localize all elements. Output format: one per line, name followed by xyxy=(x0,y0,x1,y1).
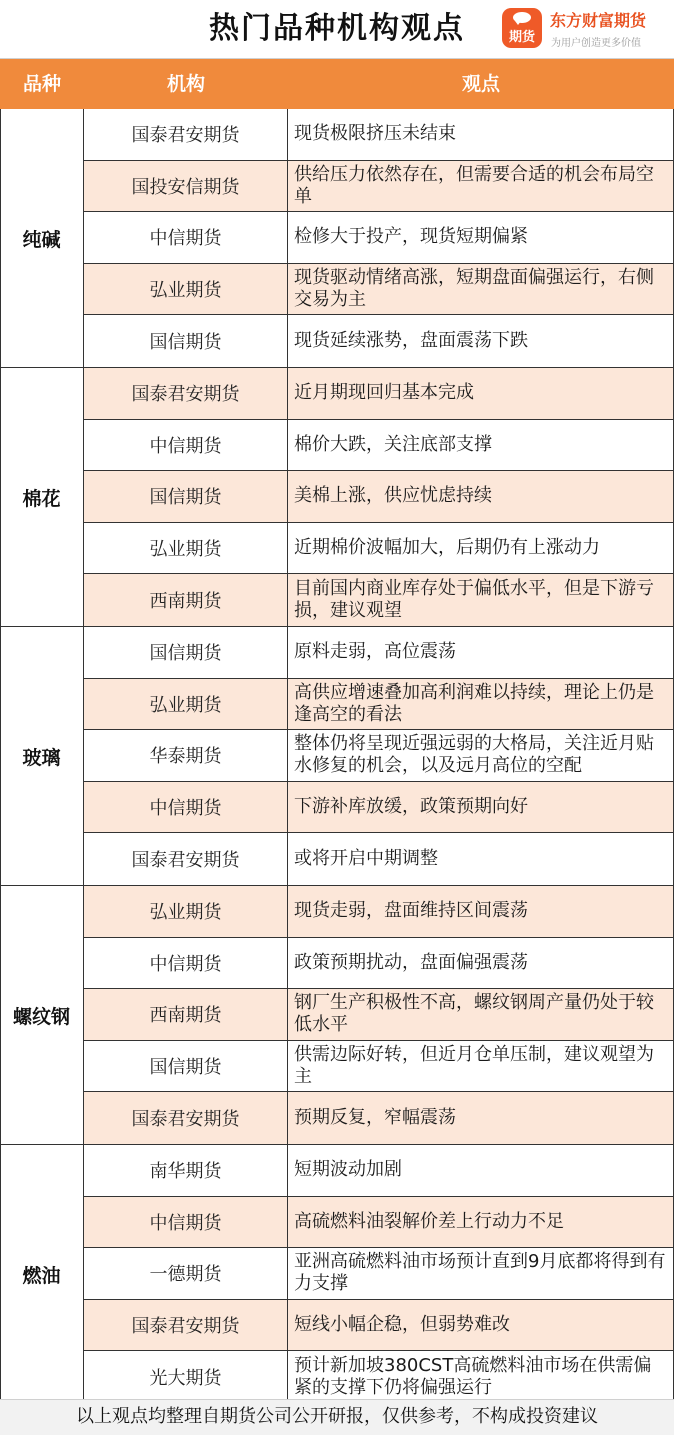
institution-cell: 国泰君安期货 xyxy=(84,1300,288,1351)
table-row xyxy=(84,1300,674,1352)
institution-cell: 国信期货 xyxy=(84,471,288,522)
table-row xyxy=(84,1351,674,1403)
institution-cell: 西南期货 xyxy=(84,574,288,626)
view-cell: 短期波动加剧 xyxy=(294,1159,402,1181)
chat-bubble-tail xyxy=(515,21,521,25)
brand-slogan: 为用户创造更多价值 xyxy=(551,38,641,49)
view-cell: 政策预期扰动，盘面偏强震荡 xyxy=(294,951,528,973)
view-cell: 预期反复，窄幅震荡 xyxy=(294,1107,456,1129)
column-header-institution: 机构 xyxy=(166,73,205,95)
table-row xyxy=(84,886,674,938)
view-cell: 近期棉价波幅加大，后期仍有上涨动力 xyxy=(294,537,600,559)
table-body xyxy=(0,109,674,1404)
column-header-view: 观点 xyxy=(461,73,500,95)
institution-cell: 国泰君安期货 xyxy=(84,109,288,160)
table-row xyxy=(84,1041,674,1093)
view-cell: 整体仍将呈现近强远弱的大格局，关注近月贴水修复的机会，以及远月高位的空配 xyxy=(294,733,654,777)
view-cell: 或将开启中期调整 xyxy=(294,848,438,870)
table-row xyxy=(84,782,674,834)
institution-cell: 国信期货 xyxy=(84,627,288,678)
table-row xyxy=(84,938,674,990)
table-row xyxy=(84,161,674,213)
category-group-glass xyxy=(0,627,674,886)
institution-cell: 华泰期货 xyxy=(84,730,288,781)
institution-cell: 中信期货 xyxy=(84,782,288,833)
table-row xyxy=(84,109,674,161)
institution-cell: 国信期货 xyxy=(84,1041,288,1092)
table-left-border xyxy=(0,109,1,1399)
view-cell: 现货走弱，盘面维持区间震荡 xyxy=(294,900,528,922)
footer-disclaimer: 以上观点均整理自期货公司公开研报，仅供参考，不构成投资建议 xyxy=(0,1399,674,1435)
institution-cell: 中信期货 xyxy=(84,212,288,263)
brand-logo-icon xyxy=(502,8,542,48)
view-cell: 供需边际好转，但近月仓单压制，建议观望为主 xyxy=(294,1044,654,1088)
institution-cell: 光大期货 xyxy=(84,1351,288,1403)
table-header xyxy=(0,59,674,109)
institution-cell: 国泰君安期货 xyxy=(84,1092,288,1144)
category-cell: 燃油 xyxy=(0,1145,84,1403)
table-row xyxy=(84,1248,674,1300)
table-row xyxy=(84,212,674,264)
brand-name: 东方财富期货 xyxy=(550,11,647,30)
category-group-cotton xyxy=(0,368,674,627)
column-header-category: 品种 xyxy=(22,73,61,95)
view-cell: 供给压力依然存在，但需要合适的机会布局空单 xyxy=(294,163,654,207)
institution-cell: 中信期货 xyxy=(84,938,288,989)
view-cell: 美棉上涨，供应忧虑持续 xyxy=(294,485,492,507)
institution-cell: 中信期货 xyxy=(84,420,288,471)
page-title: 热门品种机构观点 xyxy=(209,11,465,46)
table-row xyxy=(84,368,674,420)
view-cell: 近月期现回归基本完成 xyxy=(294,382,474,404)
table-row xyxy=(84,1197,674,1249)
table-row xyxy=(84,315,674,367)
table-row xyxy=(84,989,674,1041)
table-row xyxy=(84,833,674,885)
table-row xyxy=(84,420,674,472)
view-cell: 短线小幅企稳，但弱势难改 xyxy=(294,1314,510,1336)
table-row xyxy=(84,523,674,575)
view-cell: 高硫燃料油裂解价差上行动力不足 xyxy=(294,1210,564,1232)
category-group-soda-ash xyxy=(0,109,674,368)
institution-cell: 西南期货 xyxy=(84,989,288,1040)
institution-cell: 弘业期货 xyxy=(84,523,288,574)
institution-cell: 弘业期货 xyxy=(84,264,288,315)
institution-cell: 一德期货 xyxy=(84,1248,288,1299)
view-cell: 现货驱动情绪高涨，短期盘面偏强运行，右侧交易为主 xyxy=(294,267,654,311)
institution-cell: 国投安信期货 xyxy=(84,161,288,212)
category-group-rebar xyxy=(0,886,674,1145)
brand-logo-text: 期货 xyxy=(508,30,535,45)
category-cell: 棉花 xyxy=(0,368,84,626)
table-row xyxy=(84,574,674,626)
table-row xyxy=(84,627,674,679)
view-cell: 棉价大跌，关注底部支撑 xyxy=(294,433,492,455)
table-row xyxy=(84,679,674,731)
view-cell: 现货延续涨势，盘面震荡下跌 xyxy=(294,330,528,352)
view-cell: 目前国内商业库存处于偏低水平，但是下游亏损，建议观望 xyxy=(294,578,654,622)
institution-cell: 国泰君安期货 xyxy=(84,368,288,419)
header xyxy=(0,0,674,59)
view-cell: 原料走弱，高位震荡 xyxy=(294,641,456,663)
view-cell: 检修大于投产，现货短期偏紧 xyxy=(294,226,528,248)
institution-cell: 南华期货 xyxy=(84,1145,288,1196)
view-cell: 钢厂生产积极性不高，螺纹钢周产量仍处于较低水平 xyxy=(294,992,654,1036)
table-row xyxy=(84,1145,674,1197)
institution-cell: 国信期货 xyxy=(84,315,288,367)
category-group-fuel-oil xyxy=(0,1145,674,1404)
table-row xyxy=(84,1092,674,1144)
view-cell: 现货极限挤压未结束 xyxy=(294,123,456,145)
table-row xyxy=(84,730,674,782)
institution-cell: 弘业期货 xyxy=(84,679,288,730)
view-cell: 预计新加坡380CST高硫燃料油市场在供需偏紧的支撑下仍将偏强运行 xyxy=(294,1355,652,1399)
view-cell: 亚洲高硫燃料油市场预计直到9月底都将得到有力支撑 xyxy=(294,1251,666,1295)
category-cell: 玻璃 xyxy=(0,627,84,885)
view-cell: 下游补库放缓，政策预期向好 xyxy=(294,796,528,818)
institution-cell: 中信期货 xyxy=(84,1197,288,1248)
institution-cell: 国泰君安期货 xyxy=(84,833,288,885)
view-cell: 高供应增速叠加高利润难以持续，理论上仍是逢高空的看法 xyxy=(294,681,654,725)
table-row xyxy=(84,264,674,316)
institution-cell: 弘业期货 xyxy=(84,886,288,937)
category-cell: 纯碱 xyxy=(0,109,84,367)
category-cell: 螺纹钢 xyxy=(0,886,84,1144)
table-row xyxy=(84,471,674,523)
